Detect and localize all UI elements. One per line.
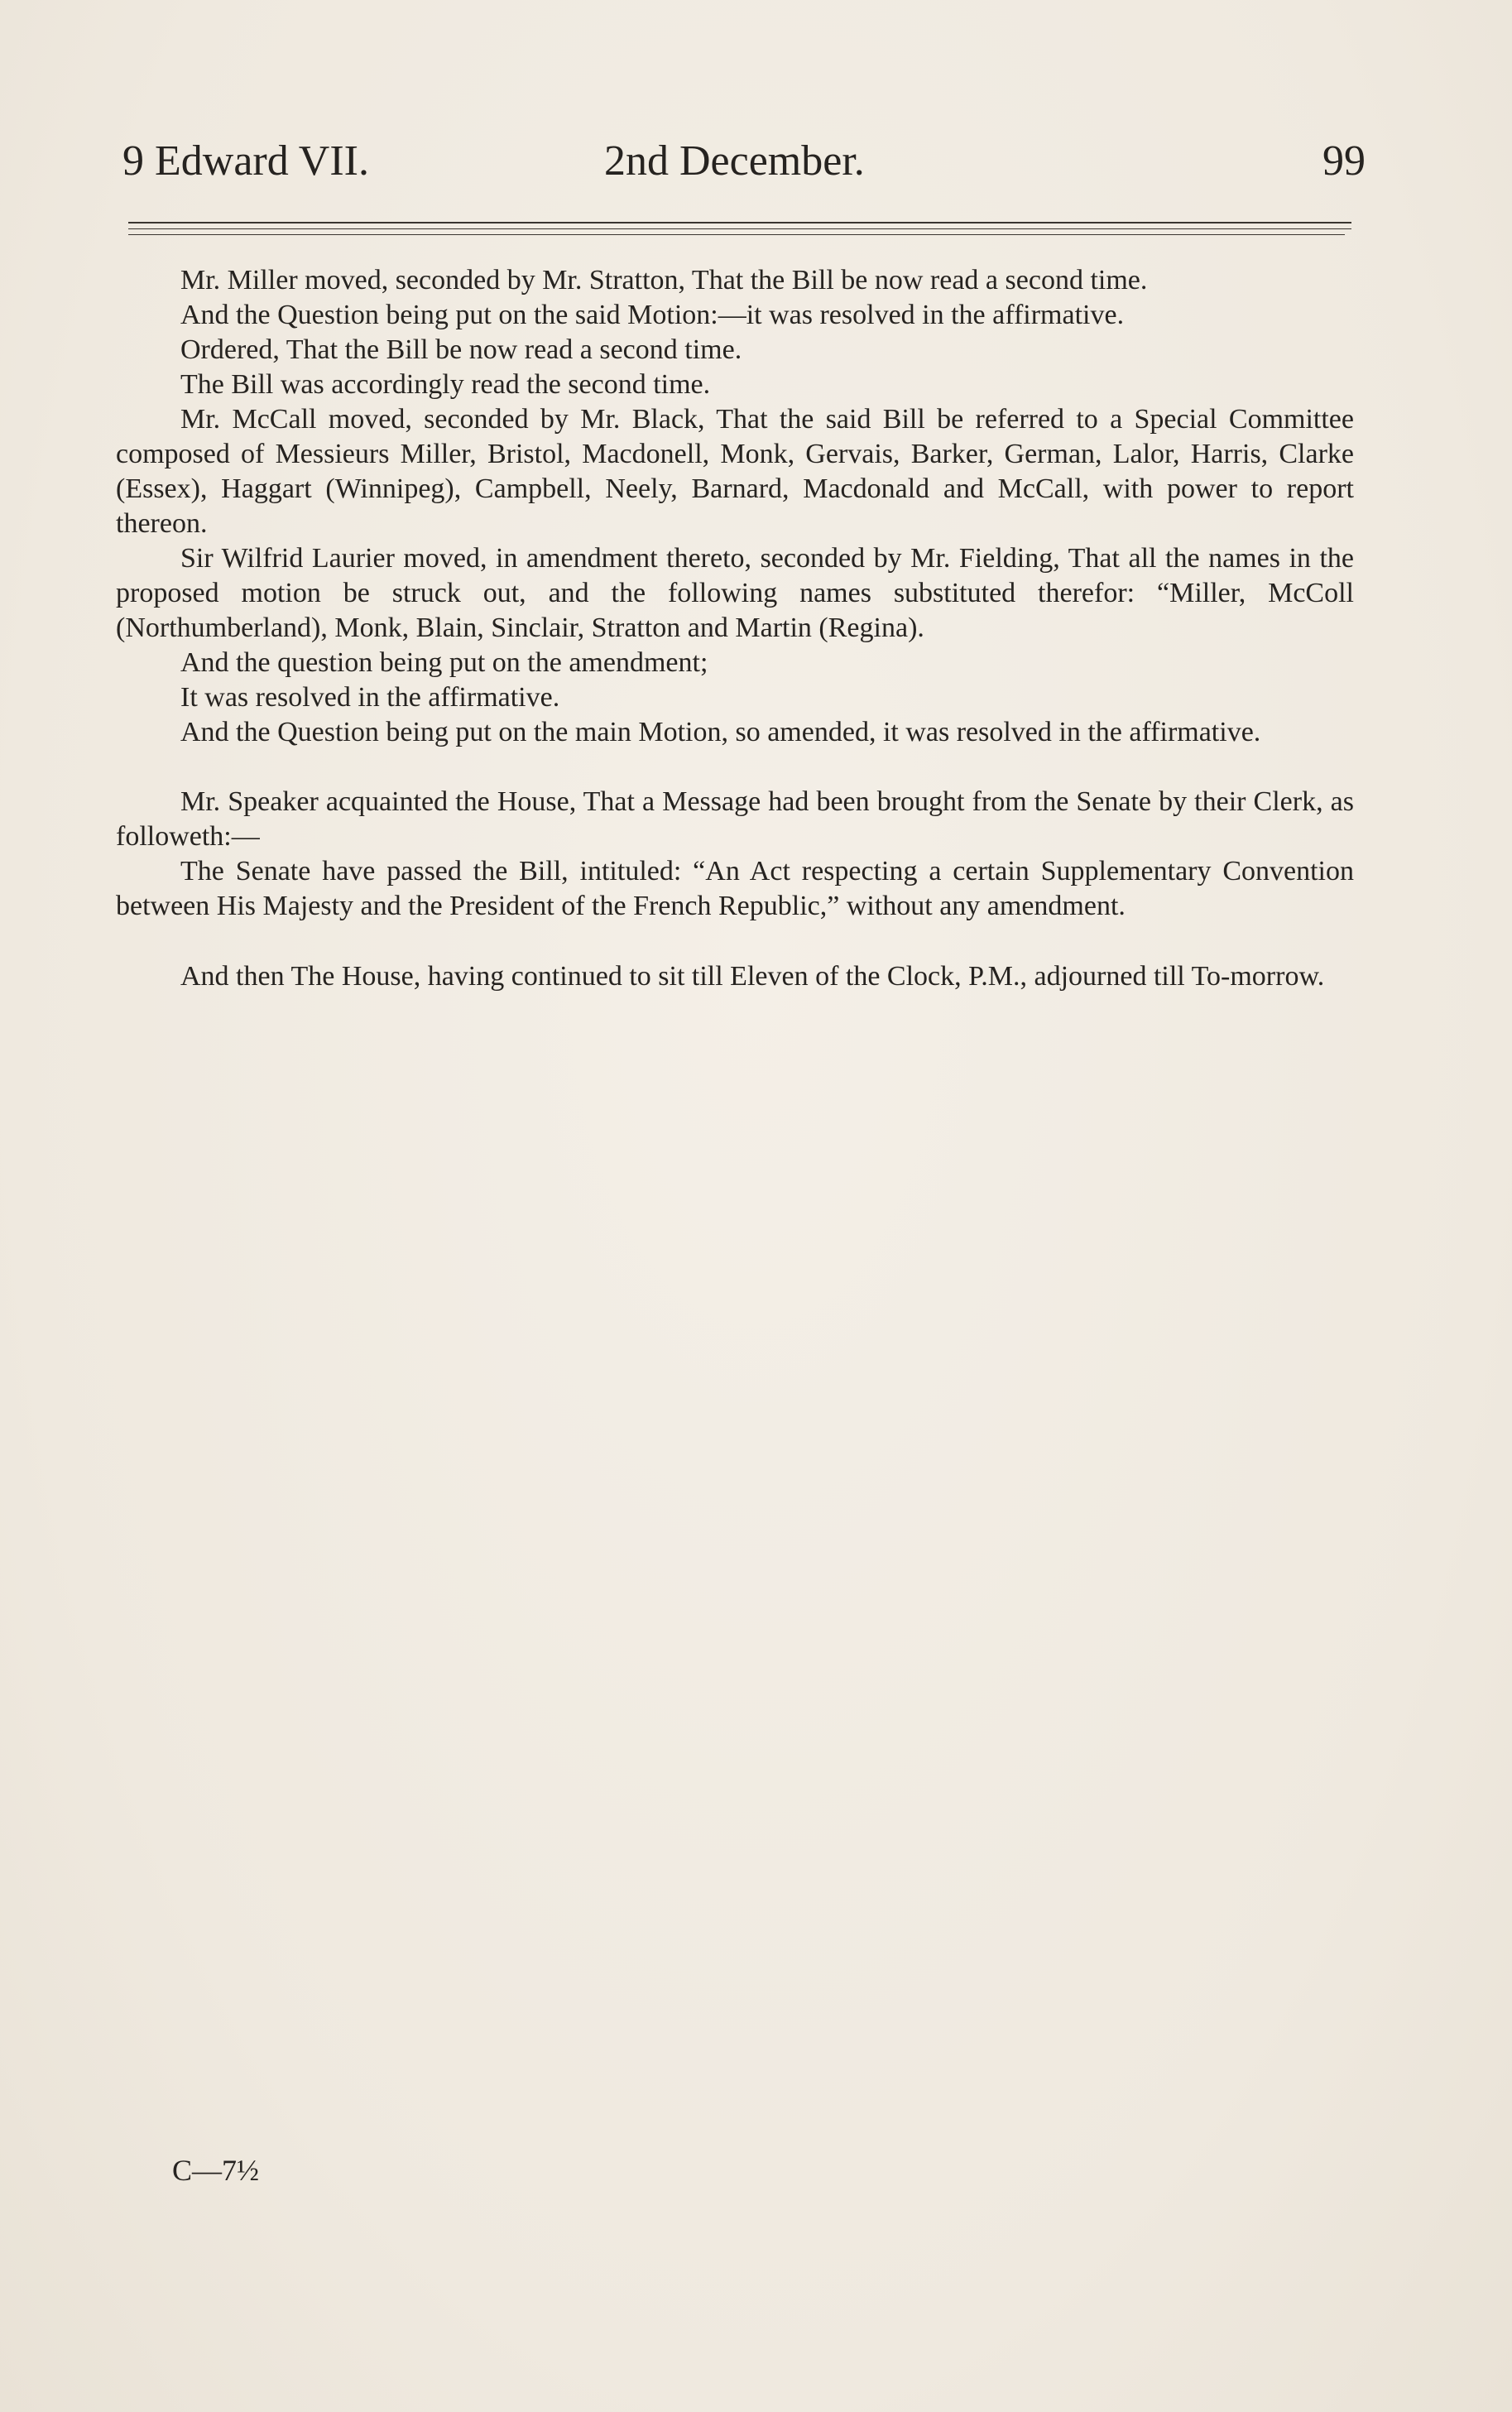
header-rule — [128, 228, 1351, 229]
page-number: 99 — [1322, 137, 1366, 185]
paragraph: Sir Wilfrid Laurier moved, in amendment thereto, seconded by Mr. Fielding, That all the names in the proposed motion be struck out, and the following names substituted therefor: “Miller, McColl (Northumberland), Monk, Blain, Sinclair, Stratton and Martin (Regina). — [116, 543, 1354, 643]
paragraph: The Senate have passed the Bill, intituled: “An Act respecting a certain Supplementary Convention between His Majesty and the President of the French Republic,” without any amendment. — [116, 856, 1354, 921]
paragraph: And the Question being put on the main Motion, so amended, it was resolved in the affirmative. — [180, 717, 1261, 747]
journal-body — [116, 263, 1354, 994]
paragraph: And then The House, having continued to sit till Eleven of the Clock, P.M., adjourned till To-morrow. — [180, 961, 1325, 992]
paragraph: Ordered, That the Bill be now read a second time. — [180, 334, 742, 365]
page-header — [122, 132, 1364, 190]
sitting-date: 2nd December. — [604, 137, 865, 185]
paragraph: Mr. McCall moved, seconded by Mr. Black, That the said Bill be referred to a Special Committee composed of Messieurs Miller, Bristol, Macdonell, Monk, Gervais, Barker, German, Lalor, Harris, Clarke (Essex), Haggart (Winnipeg), Campbell, Neely, Barnard, Macdonald and McCall, with power to report thereon. — [116, 404, 1354, 539]
paragraph: It was resolved in the affirmative. — [180, 682, 560, 713]
paragraph: And the Question being put on the said Motion:—it was resolved in the affirmative. — [180, 300, 1125, 330]
paragraph: The Bill was accordingly read the second time. — [180, 369, 711, 400]
header-rule — [128, 234, 1345, 235]
printer-signature-mark: C—7½ — [172, 2154, 260, 2187]
regnal-year: 9 Edward VII. — [122, 137, 369, 185]
paragraph: Mr. Speaker acquainted the House, That a Message had been brought from the Senate by their Clerk, as followeth:— — [116, 786, 1354, 852]
paragraph: Mr. Miller moved, seconded by Mr. Stratton, That the Bill be now read a second time. — [180, 265, 1148, 295]
paragraph: And the question being put on the amendment; — [180, 647, 708, 678]
header-rule — [128, 222, 1351, 223]
